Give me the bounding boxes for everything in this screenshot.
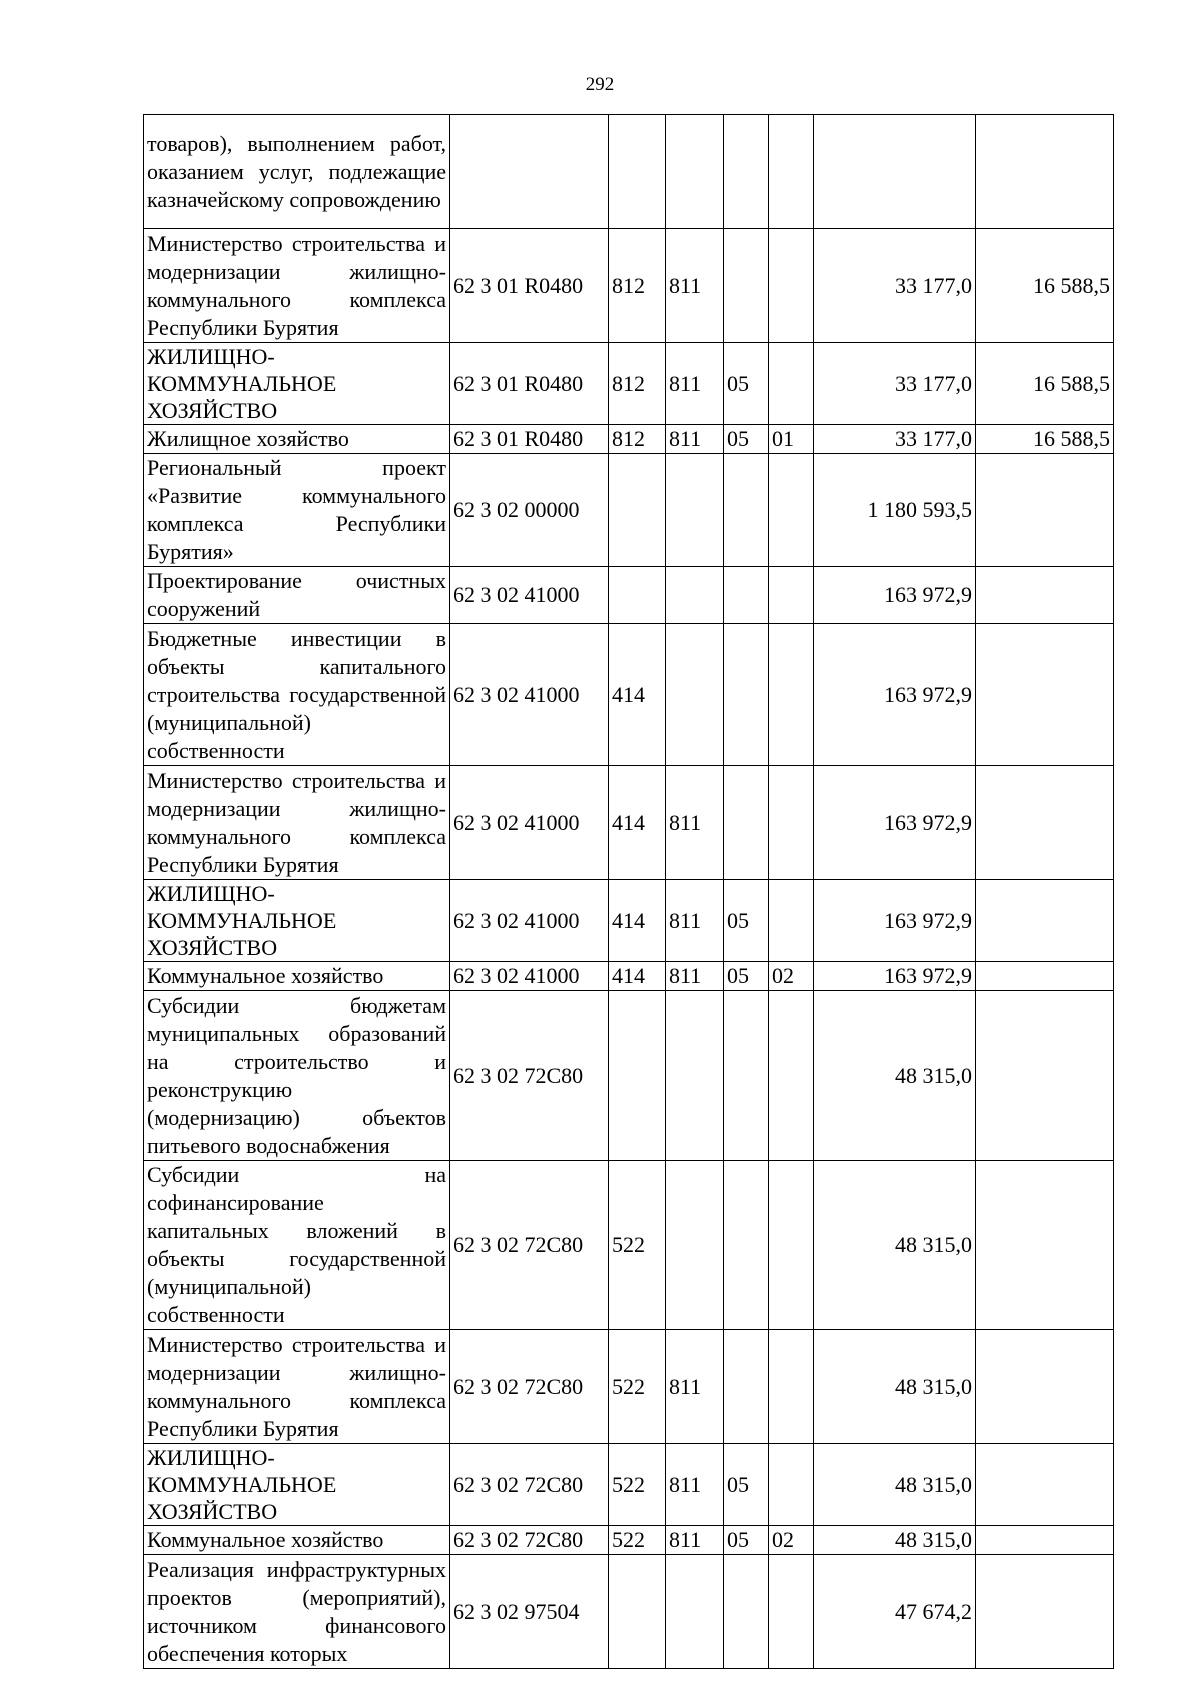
row-amount-2-cell: 16 588,5 — [976, 425, 1114, 454]
row-expense-type-cell — [609, 1555, 666, 1669]
row-section-cell: 05 — [724, 880, 769, 962]
row-ministry-cell: 811 — [666, 1526, 724, 1555]
row-ministry-cell — [666, 991, 724, 1161]
row-name-cell: Субсидии бюджетам муниципальных образований на строительство и реконструкцию (модернизацию) объектов питьевого водоснабжения — [144, 991, 450, 1161]
row-name-cell: Министерство строительства и модернизации жилищно-коммунального комплекса Республики Бурятия — [144, 766, 450, 880]
budget-table — [143, 114, 1114, 1669]
row-section-cell — [724, 1330, 769, 1444]
row-amount-1-cell: 47 674,2 — [814, 1555, 976, 1669]
row-amount-1-cell: 48 315,0 — [814, 1444, 976, 1526]
table-row — [144, 991, 1114, 1161]
row-section-cell — [724, 624, 769, 766]
row-expense-type-cell: 522 — [609, 1444, 666, 1526]
row-amount-2-cell — [976, 962, 1114, 991]
row-name-cell: Реализация инфраструктурных проектов (мероприятий), источником финансового обеспечения которых — [144, 1555, 450, 1669]
row-name-cell: Министерство строительства и модернизации жилищно-коммунального комплекса Республики Бурятия — [144, 229, 450, 343]
table-row — [144, 343, 1114, 425]
row-expense-type-cell: 522 — [609, 1526, 666, 1555]
row-name-cell: товаров), выполнением работ, оказанием услуг, подлежащие казначейскому сопровождению — [144, 115, 450, 229]
row-name-cell: Жилищное хозяйство — [144, 425, 450, 454]
table-row — [144, 624, 1114, 766]
row-code-cell: 62 3 02 41000 — [450, 766, 609, 880]
table-row — [144, 1330, 1114, 1444]
row-ministry-cell — [666, 567, 724, 624]
row-ministry-cell — [666, 624, 724, 766]
row-expense-type-cell: 414 — [609, 962, 666, 991]
row-subsection-cell: 02 — [769, 1526, 814, 1555]
row-amount-1-cell: 163 972,9 — [814, 962, 976, 991]
row-section-cell — [724, 766, 769, 880]
row-amount-2-cell — [976, 1444, 1114, 1526]
row-amount-1-cell: 48 315,0 — [814, 991, 976, 1161]
row-expense-type-cell: 522 — [609, 1161, 666, 1330]
row-section-cell — [724, 991, 769, 1161]
row-subsection-cell — [769, 624, 814, 766]
row-amount-2-cell — [976, 115, 1114, 229]
table-row — [144, 1444, 1114, 1526]
row-code-cell: 62 3 02 72С80 — [450, 1330, 609, 1444]
row-name-cell: Бюджетные инвестиции в объекты капитального строительства государственной (муниципальной) собственности — [144, 624, 450, 766]
row-amount-2-cell — [976, 766, 1114, 880]
row-amount-1-cell: 33 177,0 — [814, 425, 976, 454]
row-subsection-cell — [769, 229, 814, 343]
row-ministry-cell — [666, 454, 724, 567]
row-name-cell: ЖИЛИЩНО-КОММУНАЛЬНОЕ ХОЗЯЙСТВО — [144, 343, 450, 425]
row-ministry-cell: 811 — [666, 962, 724, 991]
row-name-cell: Коммунальное хозяйство — [144, 1526, 450, 1555]
row-code-cell: 62 3 01 R0480 — [450, 343, 609, 425]
row-subsection-cell — [769, 1444, 814, 1526]
row-subsection-cell — [769, 454, 814, 567]
row-code-cell: 62 3 02 72С80 — [450, 991, 609, 1161]
row-code-cell — [450, 115, 609, 229]
row-name-cell: Министерство строительства и модернизации жилищно-коммунального комплекса Республики Бурятия — [144, 1330, 450, 1444]
row-code-cell: 62 3 02 41000 — [450, 567, 609, 624]
row-subsection-cell — [769, 1555, 814, 1669]
row-section-cell: 05 — [724, 343, 769, 425]
row-ministry-cell: 811 — [666, 880, 724, 962]
row-subsection-cell — [769, 1161, 814, 1330]
row-amount-1-cell: 33 177,0 — [814, 343, 976, 425]
row-amount-2-cell — [976, 991, 1114, 1161]
row-expense-type-cell — [609, 115, 666, 229]
table-row — [144, 229, 1114, 343]
table-row — [144, 1161, 1114, 1330]
row-expense-type-cell — [609, 991, 666, 1161]
row-expense-type-cell: 414 — [609, 766, 666, 880]
row-code-cell: 62 3 02 41000 — [450, 880, 609, 962]
row-section-cell: 05 — [724, 962, 769, 991]
table-row — [144, 766, 1114, 880]
row-expense-type-cell — [609, 567, 666, 624]
row-name-cell: Региональный проект «Развитие коммунального комплекса Республики Бурятия» — [144, 454, 450, 567]
table-row — [144, 1555, 1114, 1669]
row-code-cell: 62 3 02 72С80 — [450, 1161, 609, 1330]
row-amount-2-cell: 16 588,5 — [976, 229, 1114, 343]
row-expense-type-cell — [609, 454, 666, 567]
row-expense-type-cell: 812 — [609, 229, 666, 343]
row-ministry-cell: 811 — [666, 766, 724, 880]
table-row — [144, 115, 1114, 229]
row-subsection-cell: 02 — [769, 962, 814, 991]
budget-table-body — [144, 115, 1114, 1669]
row-expense-type-cell: 812 — [609, 425, 666, 454]
row-section-cell: 05 — [724, 1526, 769, 1555]
row-name-cell: Проектирование очистных сооружений — [144, 567, 450, 624]
row-expense-type-cell: 522 — [609, 1330, 666, 1444]
row-amount-2-cell — [976, 454, 1114, 567]
row-subsection-cell — [769, 766, 814, 880]
row-code-cell: 62 3 02 97504 — [450, 1555, 609, 1669]
row-section-cell — [724, 115, 769, 229]
table-row — [144, 454, 1114, 567]
row-name-cell: Субсидии на софинансирование капитальных вложений в объекты государственной (муниципальной) собственности — [144, 1161, 450, 1330]
row-section-cell: 05 — [724, 1444, 769, 1526]
row-amount-1-cell: 48 315,0 — [814, 1330, 976, 1444]
row-amount-1-cell: 33 177,0 — [814, 229, 976, 343]
row-amount-1-cell: 48 315,0 — [814, 1161, 976, 1330]
row-amount-2-cell — [976, 624, 1114, 766]
row-code-cell: 62 3 01 R0480 — [450, 425, 609, 454]
row-ministry-cell: 811 — [666, 425, 724, 454]
table-row — [144, 880, 1114, 962]
row-ministry-cell: 811 — [666, 1444, 724, 1526]
page-number: 292 — [585, 74, 615, 95]
row-ministry-cell: 811 — [666, 1330, 724, 1444]
row-amount-1-cell: 163 972,9 — [814, 624, 976, 766]
row-ministry-cell — [666, 115, 724, 229]
row-section-cell — [724, 1161, 769, 1330]
row-subsection-cell — [769, 115, 814, 229]
row-section-cell — [724, 1555, 769, 1669]
row-amount-1-cell: 163 972,9 — [814, 567, 976, 624]
row-subsection-cell — [769, 1330, 814, 1444]
table-row — [144, 567, 1114, 624]
row-name-cell: ЖИЛИЩНО-КОММУНАЛЬНОЕ ХОЗЯЙСТВО — [144, 1444, 450, 1526]
row-amount-1-cell: 163 972,9 — [814, 766, 976, 880]
row-amount-1-cell — [814, 115, 976, 229]
row-code-cell: 62 3 02 72С80 — [450, 1526, 609, 1555]
row-subsection-cell — [769, 880, 814, 962]
table-row — [144, 962, 1114, 991]
row-ministry-cell — [666, 1555, 724, 1669]
row-expense-type-cell: 812 — [609, 343, 666, 425]
row-amount-1-cell: 163 972,9 — [814, 880, 976, 962]
row-subsection-cell — [769, 991, 814, 1161]
row-code-cell: 62 3 02 00000 — [450, 454, 609, 567]
row-subsection-cell — [769, 567, 814, 624]
row-ministry-cell — [666, 1161, 724, 1330]
row-expense-type-cell: 414 — [609, 624, 666, 766]
row-amount-2-cell — [976, 1526, 1114, 1555]
row-amount-2-cell — [976, 1330, 1114, 1444]
row-section-cell — [724, 567, 769, 624]
row-amount-2-cell: 16 588,5 — [976, 343, 1114, 425]
row-ministry-cell: 811 — [666, 343, 724, 425]
row-name-cell: Коммунальное хозяйство — [144, 962, 450, 991]
row-amount-1-cell: 48 315,0 — [814, 1526, 976, 1555]
row-code-cell: 62 3 01 R0480 — [450, 229, 609, 343]
row-name-cell: ЖИЛИЩНО-КОММУНАЛЬНОЕ ХОЗЯЙСТВО — [144, 880, 450, 962]
row-ministry-cell: 811 — [666, 229, 724, 343]
row-amount-2-cell — [976, 1555, 1114, 1669]
row-section-cell — [724, 454, 769, 567]
table-row — [144, 425, 1114, 454]
row-subsection-cell: 01 — [769, 425, 814, 454]
row-amount-2-cell — [976, 1161, 1114, 1330]
row-subsection-cell — [769, 343, 814, 425]
table-row — [144, 1526, 1114, 1555]
row-code-cell: 62 3 02 41000 — [450, 624, 609, 766]
row-amount-2-cell — [976, 567, 1114, 624]
row-section-cell: 05 — [724, 425, 769, 454]
row-amount-1-cell: 1 180 593,5 — [814, 454, 976, 567]
row-section-cell — [724, 229, 769, 343]
row-amount-2-cell — [976, 880, 1114, 962]
row-code-cell: 62 3 02 41000 — [450, 962, 609, 991]
row-expense-type-cell: 414 — [609, 880, 666, 962]
row-code-cell: 62 3 02 72С80 — [450, 1444, 609, 1526]
